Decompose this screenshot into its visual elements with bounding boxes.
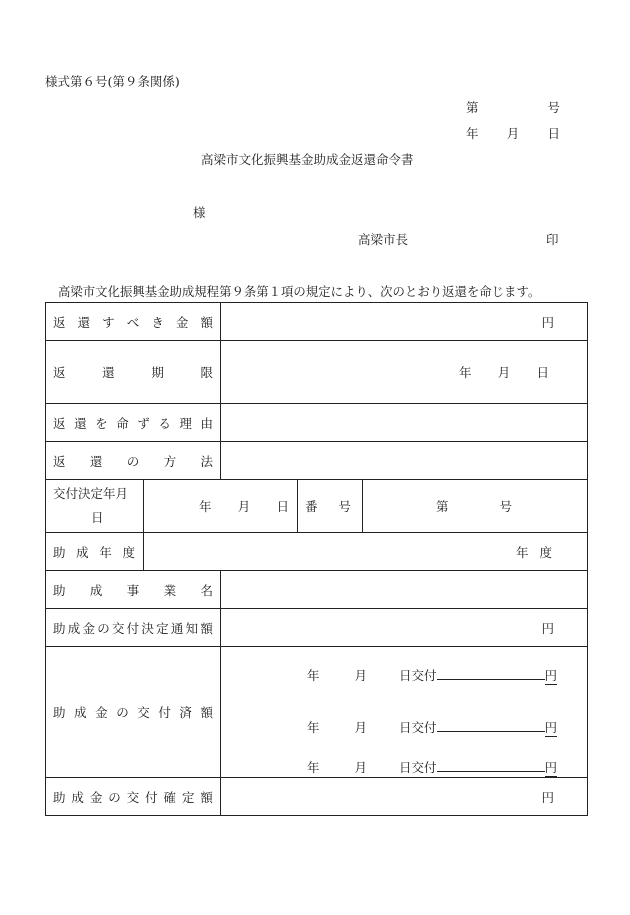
reason-field[interactable] [221,404,588,442]
paid-month: 月 [354,668,368,683]
form-number: 様式第６号(第９条関係) [45,74,180,89]
label-char: 号 [338,499,351,514]
label-char: 定 [181,789,195,805]
label-char: る [158,415,171,431]
label-char: 還 [74,415,87,431]
paid-entry [307,718,557,737]
label-char: の [116,705,129,720]
label-char: の [108,789,121,805]
row-fiscal-year [46,533,588,571]
document-number [466,98,560,116]
reason-label [46,404,221,442]
label-line: 交付決定年月 [53,486,129,501]
paid-month: 月 [354,760,368,775]
label-char: 度 [122,544,135,560]
fiscal-year-label [46,533,144,571]
label-char: 期 [151,365,164,380]
label-char: 成 [74,705,87,720]
label-char: 確 [163,789,177,805]
label-char: 額 [200,620,213,636]
label-char: 金 [82,620,95,636]
paid-day-label: 日交付 [399,760,437,775]
fiscal-year-unit: 度 [539,544,552,560]
project-name-field[interactable] [221,571,588,609]
grant-decision-label [46,480,144,533]
decision-number-label [298,480,363,533]
label-char: 限 [200,365,213,380]
row-refund-amount [46,303,588,341]
yen-unit: 円 [544,760,558,775]
label-char: 助 [53,620,66,636]
grant-decision-date-field[interactable] [144,480,298,533]
fiscal-year-field[interactable] [144,533,588,571]
label-char: べ [126,314,140,330]
seal-mark: 印 [546,232,559,247]
label-char: 業 [163,582,177,598]
confirmed-amount-field[interactable] [221,778,588,816]
label-char: 知 [185,620,199,636]
label-char: 返 [53,314,66,330]
paid-entry [307,758,557,777]
label-char: 付 [158,705,171,720]
label-char: 済 [179,705,192,720]
label-char: 助 [53,582,66,598]
amount-blank-underline[interactable] [437,719,545,732]
refund-amount-label [46,303,221,341]
row-method [46,442,588,480]
label-char: 金 [89,789,103,805]
deadline-month: 月 [497,365,511,380]
deadline-label [46,341,221,404]
fiscal-year-unit: 年 [516,544,529,560]
label-char: 成 [89,582,103,598]
label-char: す [102,314,115,330]
doc-no-suffix: 号 [547,100,560,115]
date-month: 月 [506,126,520,141]
row-notified-amount [46,609,588,647]
notified-amount-field[interactable] [221,609,588,647]
label-char: 命 [116,415,129,431]
label-char: 返 [53,365,66,380]
paid-year: 年 [307,760,320,775]
addressee-suffix: 様 [193,205,206,220]
issuer-name: 高梁市長 [358,232,409,247]
decision-month: 月 [237,499,251,514]
label-char: 付 [145,789,158,805]
label-char: 助 [53,544,66,560]
row-reason [46,404,588,442]
decision-year: 年 [199,499,212,514]
intro-text: 高梁市文化振興基金助成規程第９条第１項の規定により、次のとおり返還を命じます。 [58,284,541,299]
date-year: 年 [466,126,479,141]
label-char: を [95,415,108,431]
label-char: 通 [170,620,184,636]
label-char: 交 [126,789,140,805]
paid-amount-field[interactable] [221,647,588,778]
label-char: 方 [163,453,177,469]
row-confirmed-amount [46,778,588,816]
yen-unit: 円 [541,620,555,636]
deadline-year: 年 [459,365,472,380]
method-label [46,442,221,480]
label-char: 金 [175,314,189,330]
label-char: 成 [76,544,89,560]
label-char: 還 [77,314,91,330]
date-day: 日 [547,126,560,141]
decision-number-field[interactable] [363,480,588,533]
paid-day-label: 日交付 [399,668,437,683]
yen-unit: 円 [544,720,558,735]
label-char: 決 [141,620,154,636]
paid-year: 年 [307,720,320,735]
yen-unit: 円 [541,314,555,330]
paid-entry [307,666,557,685]
label-char: 助 [53,705,66,720]
label-char: の [126,453,140,469]
row-project-name [46,571,588,609]
row-grant-decision [46,480,588,533]
label-char: 還 [89,453,103,469]
paid-month: 月 [354,720,368,735]
notified-amount-label [46,609,221,647]
number-prefix: 第 [436,499,449,514]
label-char: 助 [53,789,66,805]
issue-date [466,124,560,142]
label-char: 返 [53,415,66,431]
label-char: の [97,620,110,636]
label-char: 成 [67,620,81,636]
label-char: ず [137,415,150,431]
row-deadline [46,341,588,404]
refund-amount-field[interactable] [221,303,588,341]
label-char: 交 [137,705,150,720]
method-field[interactable] [221,442,588,480]
deadline-day: 日 [536,365,549,380]
label-char: 交 [111,620,125,636]
label-char: 額 [200,314,213,330]
label-char: 還 [102,365,115,380]
yen-unit: 円 [541,789,555,805]
label-char: 名 [200,582,213,598]
paid-amount-label [46,647,221,778]
amount-blank-underline[interactable] [437,759,545,772]
label-char: 金 [95,705,108,720]
label-char: 成 [71,789,84,805]
paid-year: 年 [307,668,320,683]
label-char: 事 [126,582,140,598]
label-char: 理 [179,415,192,431]
project-name-label [46,571,221,609]
label-line: 日 [91,510,104,525]
label-char: 付 [126,620,140,636]
deadline-field[interactable] [221,341,588,404]
row-paid-amount [46,647,588,778]
refund-order-table [45,302,588,816]
label-char: 額 [200,789,213,805]
label-char: 法 [200,453,213,469]
decision-day: 日 [276,499,289,514]
document-title: 高梁市文化振興基金助成金返還命令書 [201,152,414,167]
yen-unit: 円 [544,668,558,683]
label-char: 由 [200,415,213,431]
doc-no-prefix: 第 [466,100,479,115]
confirmed-amount-label [46,778,221,816]
number-suffix: 号 [499,499,512,514]
paid-day-label: 日交付 [399,720,437,735]
label-char: 年 [99,544,112,560]
label-char: 額 [200,705,213,720]
amount-blank-underline[interactable] [437,667,545,680]
label-char: 返 [53,453,66,469]
label-char: き [151,314,164,330]
label-char: 番 [305,499,318,514]
label-char: 定 [156,620,169,636]
